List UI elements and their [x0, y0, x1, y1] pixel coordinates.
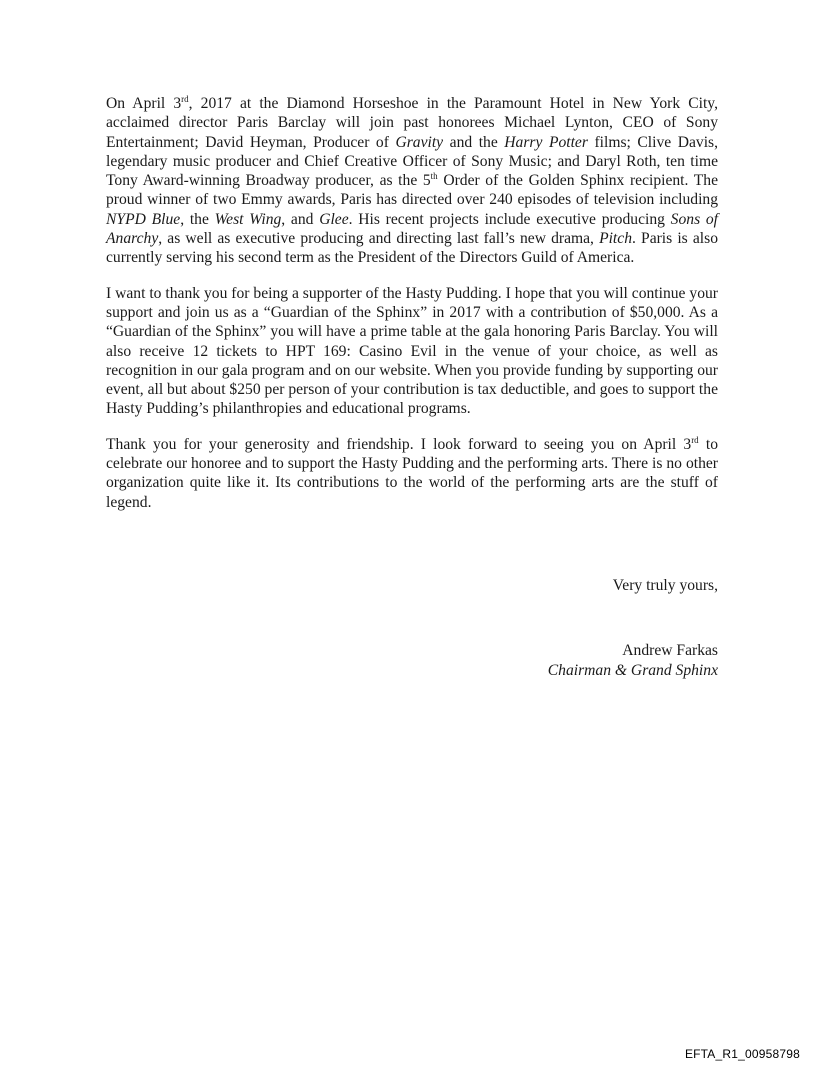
document-id-stamp: EFTA_R1_00958798 [684, 1047, 800, 1061]
text-run: , 2017 at the Diamond Horseshoe in the Paramount Hotel in New York City, acclaimed director Paris Barclay will join past honorees Michael Lynton, CEO of Sony Entertainment; David Heyman, Producer of [106, 95, 718, 151]
title-harry-potter: Harry Potter [504, 133, 588, 151]
paragraph-support-request: I want to thank you for being a supporter of the Hasty Pudding. I hope that you will continue your support and join us as a “Guardian of the Sphinx” in 2017 with a contribution of $50,000. As a “Guardian of the Sphinx” you will have a prime table at the gala honoring Paris Barclay. You will also receive 12 tickets to HPT 169: Casino Evil in the venue of your choice, as well as recognition in our gala program and on our website. When you provide funding by supporting our event, all but about $250 per person of your contribution is tax deductible, and goes to support the Hasty Pudding’s philanthropies and educational programs. [106, 284, 718, 418]
ordinal-suffix: rd [691, 434, 699, 445]
text-run: Thank you for your generosity and friendship. I look forward to seeing you on April 3 [106, 435, 692, 453]
text-run: , as well as executive producing and directing last fall’s new drama, [158, 230, 600, 248]
ordinal-suffix: rd [181, 93, 189, 104]
title-sons-of-anarchy: Sons of Anarchy [106, 210, 718, 248]
signer-title: Chairman & Grand Sphinx [547, 662, 718, 679]
title-gravity: Gravity [395, 133, 444, 151]
text-run: . Paris is also currently serving his second term as the President of the Directors Guild of America. [106, 230, 718, 267]
paragraph-honoree [106, 94, 718, 268]
ordinal-suffix: th [430, 171, 438, 181]
text-run: films; Clive Davis, legendary music producer and Chief Creative Officer of Sony Music; and Daryl Roth, ten time Tony Award-winning Broadway producer, as the 5 [106, 133, 718, 190]
text-run: , the [180, 210, 215, 228]
text-run: and the [443, 133, 505, 151]
text-run: Order of the Golden Sphinx recipient. The proud winner of two Emmy awards, Paris has directed over 240 episodes of television including [106, 172, 719, 209]
text-run: to celebrate our honoree and to support the Hasty Pudding and the performing arts. There is no other organization quite like it. Its contributions to the world of the performing arts are the stuff of legend. [106, 435, 718, 511]
text-run: On April 3 [106, 95, 182, 112]
paragraph-thanks [106, 435, 718, 512]
title-west-wing: West Wing [214, 210, 282, 228]
text-run: , and [281, 210, 320, 228]
letter-body [106, 94, 718, 528]
title-pitch: Pitch [599, 230, 632, 248]
title-glee: Glee [319, 210, 349, 228]
title-nypd-blue: NYPD Blue [106, 210, 181, 228]
letter-closing: Very truly yours, [612, 577, 718, 594]
signature-block [548, 641, 718, 681]
text-run: . His recent projects include executive producing [348, 210, 671, 228]
signer-name: Andrew Farkas [622, 642, 718, 659]
